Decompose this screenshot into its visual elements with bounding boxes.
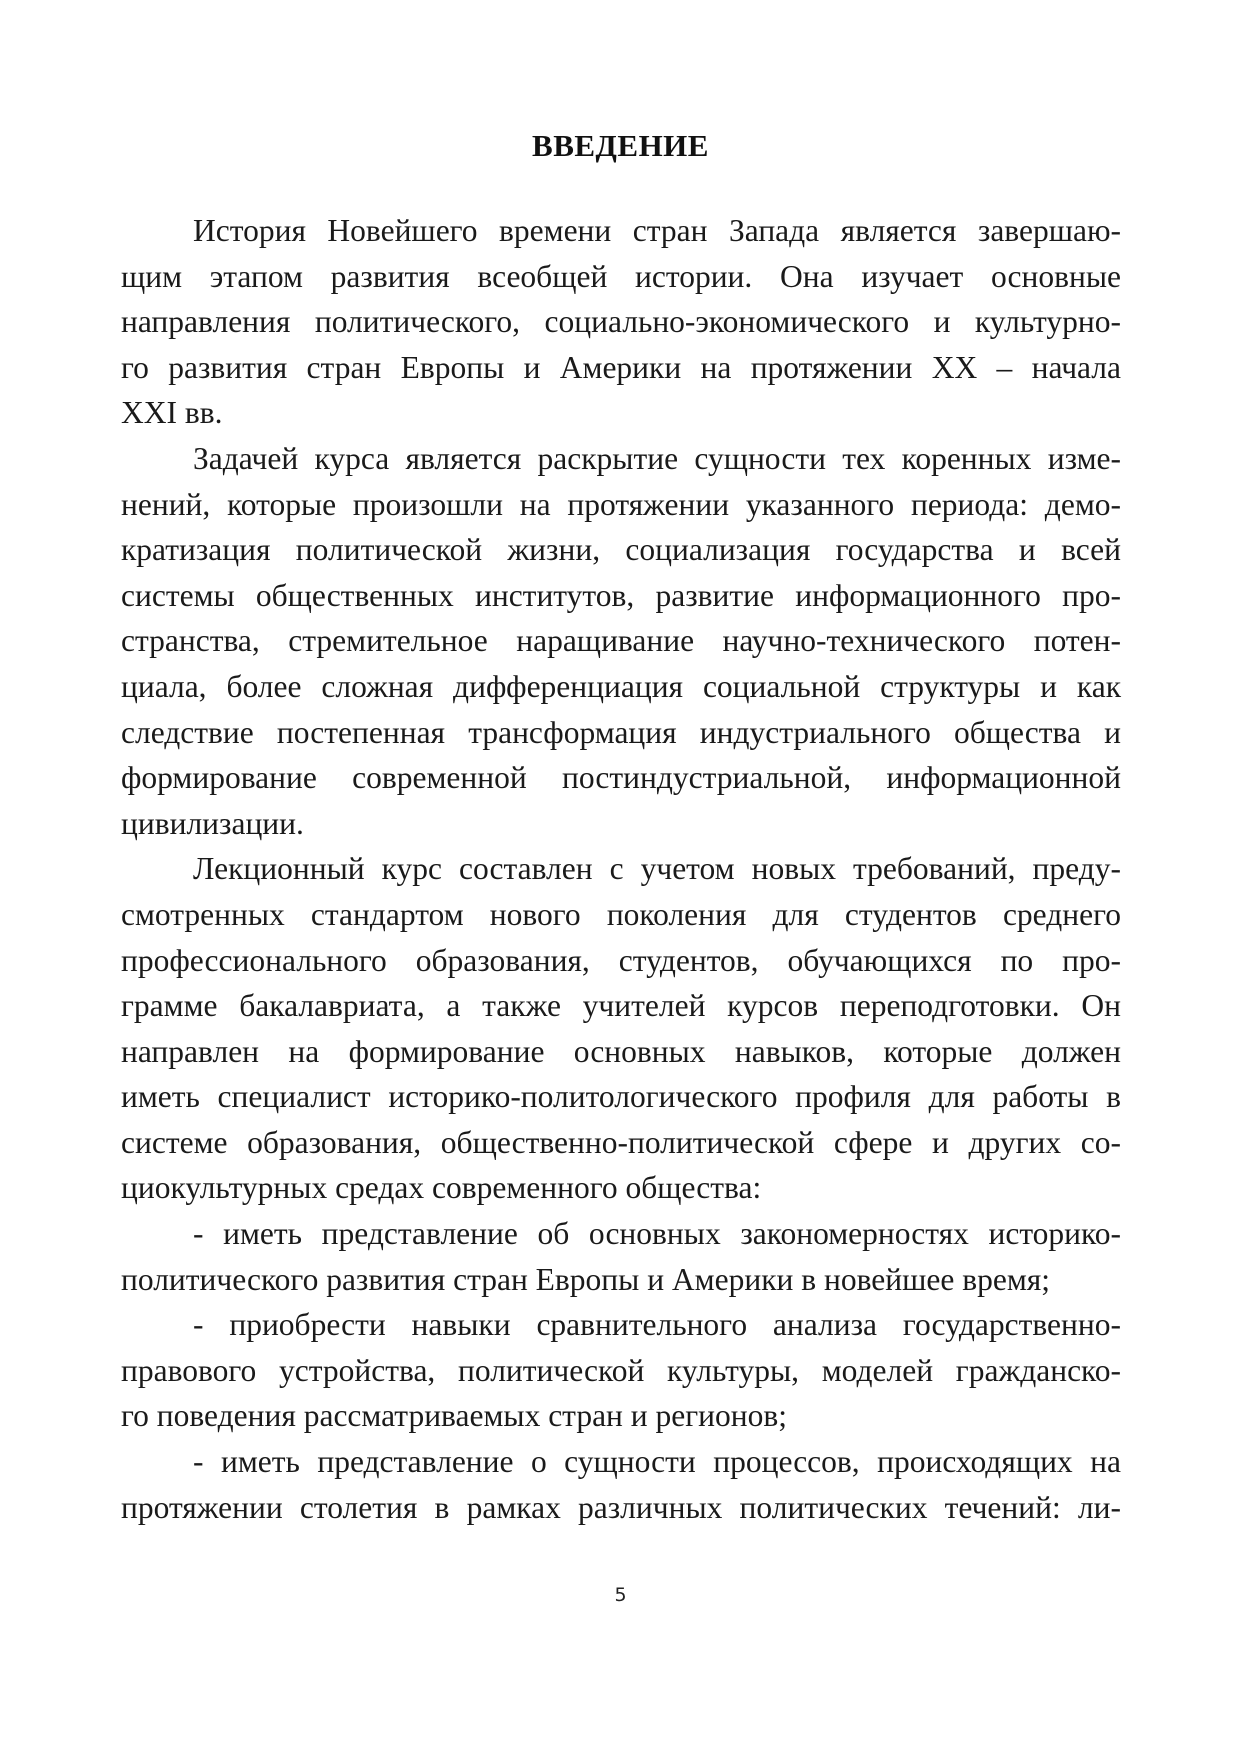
paragraph (121, 1302, 1121, 1439)
text-line: грамме бакалавриата, а также учителей курсов переподготовки. Он (121, 988, 1121, 1024)
text-line: протяжении столетия в рамках различных политических течений: ли- (121, 1489, 1121, 1525)
text-line: Задачей курса является раскрытие сущности тех коренных изме- (193, 440, 1121, 476)
text-line: следствие постепенная трансформация индустриального общества и (121, 714, 1121, 750)
page-title: ВВЕДЕНИЕ (532, 128, 709, 163)
text-line: Лекционный курс составлен с учетом новых требований, преду- (193, 851, 1121, 887)
text-line: профессионального образования, студентов, обучающихся по про- (121, 942, 1121, 978)
paragraph (121, 208, 1121, 436)
text-line: политического развития стран Европы и Америки в новейшее время; (121, 1261, 1050, 1297)
text-line: История Новейшего времени стран Запада является завершаю- (193, 213, 1121, 248)
text-line: направлен на формирование основных навыков, которые должен (121, 1033, 1121, 1069)
text-line: циокультурных средах современного общества: (121, 1170, 762, 1206)
text-line: - приобрести навыки сравнительного анализа государственно- (193, 1307, 1121, 1343)
text-line: - иметь представление о сущности процессов, происходящих на (193, 1444, 1121, 1480)
text-line: циала, более сложная дифференциация социальной структуры и как (121, 668, 1121, 704)
text-line: смотренных стандартом нового поколения для студентов среднего (121, 896, 1121, 932)
text-line: го развития стран Европы и Америки на протяжении XX – начала (121, 349, 1121, 385)
paragraph (121, 1211, 1121, 1302)
text-line: го поведения рассматриваемых стран и регионов; (121, 1398, 788, 1434)
paragraph (121, 846, 1121, 1211)
text-line: правового устройства, политической культуры, моделей гражданско- (121, 1352, 1121, 1388)
text-line: направления политического, социально-экономического и культурно- (121, 304, 1121, 340)
text-line: формирование современной постиндустриальной, информационной (121, 760, 1121, 796)
text-line: щим этапом развития всеобщей истории. Она изучает основные (121, 258, 1121, 294)
text-line: системе образования, общественно-политической сфере и других со- (121, 1124, 1121, 1160)
text-line: системы общественных институтов, развитие информационного про- (121, 577, 1121, 613)
body-text (121, 208, 1121, 1530)
text-line: - иметь представление об основных закономерностях историко- (193, 1216, 1121, 1252)
text-line: иметь специалист историко-политологического профиля для работы в (121, 1079, 1121, 1115)
page-number: 5 (614, 1584, 627, 1606)
text-line: XXI вв. (121, 395, 223, 431)
paragraph (121, 1439, 1121, 1530)
text-line: странства, стремительное наращивание научно-технического потен- (121, 623, 1121, 659)
text-line: кратизация политической жизни, социализация государства и всей (121, 532, 1121, 568)
paragraph (121, 436, 1121, 846)
text-line: цивилизации. (121, 805, 304, 841)
text-line: нений, которые произошли на протяжении указанного периода: демо- (121, 486, 1121, 522)
